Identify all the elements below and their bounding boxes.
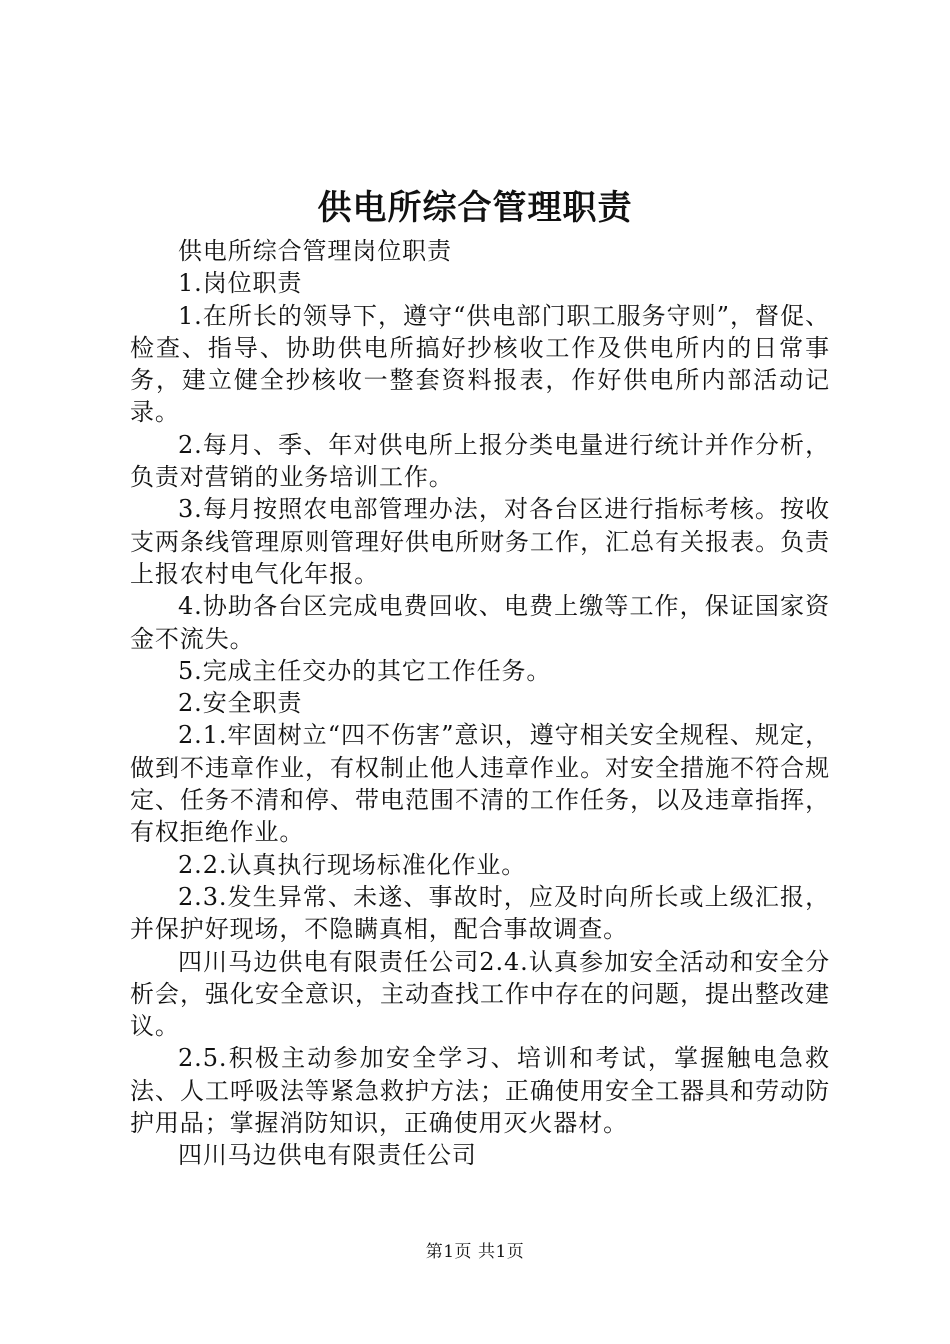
paragraph-duty-4: 4.协助各台区完成电费回收、电费上缴等工作，保证国家资金不流失。	[130, 592, 830, 653]
paragraph-company-name: 四川马边供电有限责任公司	[178, 1141, 477, 1170]
paragraph-safety-2-2: 2.2.认真执行现场标准化作业。	[178, 850, 527, 879]
page-footer: 第1页 共1页	[425, 1242, 525, 1262]
document-title: 供电所综合管理职责	[317, 188, 633, 228]
paragraph-duty-2: 2.每月、季、年对供电所上报分类电量进行统计并作分析，负责对营销的业务培训工作。	[130, 430, 830, 492]
paragraph-duty-1: 1.在所长的领导下，遵守“供电部门职工服务守则”，督促、检查、指导、协助供电所搞好抄核收工作及供电所内的日常事务，建立健全抄核收一整套资料报表，作好供电所内部活动记录。	[130, 301, 830, 427]
paragraph-duty-5: 5.完成主任交办的其它工作任务。	[178, 656, 552, 685]
document-body	[130, 235, 830, 1172]
paragraph-post-duties-heading: 1.岗位职责	[178, 269, 303, 298]
paragraph-safety-2-5: 2.5.积极主动参加安全学习、培训和考试，掌握触电急救法、人工呼吸法等紧急救护方法；正确使用安全工器具和劳动防护用品；掌握消防知识，正确使用灭火器材。	[130, 1044, 830, 1138]
paragraph-safety-2-1: 2.1.牢固树立“四不伤害”意识，遵守相关安全规程、规定，做到不违章作业，有权制止他人违章作业。对安全措施不符合规定、任务不清和停、带电范围不清的工作任务，以及违章指挥，有权拒绝作业。	[130, 721, 830, 847]
paragraph-safety-heading: 2.安全职责	[178, 689, 303, 718]
paragraph-duty-3: 3.每月按照农电部管理办法，对各台区进行指标考核。按收支两条线管理原则管理好供电所财务工作，汇总有关报表。负责上报农村电气化年报。	[130, 495, 830, 588]
paragraph-section-heading: 供电所综合管理岗位职责	[178, 237, 452, 265]
paragraph-safety-2-4: 四川马边供电有限责任公司2.4.认真参加安全活动和安全分析会，强化安全意识，主动查找工作中存在的问题，提出整改建议。	[130, 947, 830, 1041]
paragraph-safety-2-3: 2.3.发生异常、未遂、事故时，应及时向所长或上级汇报，并保护好现场，不隐瞒真相，配合事故调查。	[130, 882, 830, 944]
